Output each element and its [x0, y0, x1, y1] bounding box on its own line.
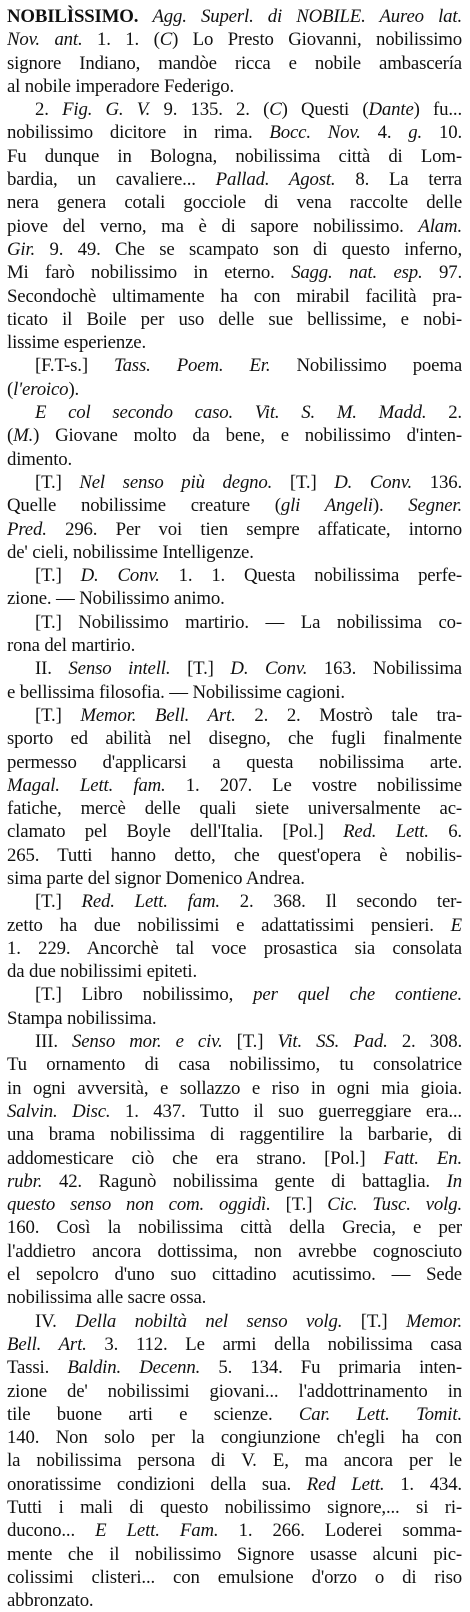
subsense-line: E col secondo caso. Vit. S. M. Madd. 2. [35, 402, 462, 424]
entry-line: da due nobilissimi epiteti. [7, 961, 197, 983]
entry-line: questo senso non com. oggidì. [T.] Cic. Tusc. volg. [7, 1194, 462, 1216]
entry-line: Fu dunque in Bologna, nobilissima città di Lom- [7, 145, 462, 167]
entry-line: e bellissima filosofia. — Nobilissime cagioni. [7, 681, 345, 703]
sense-ii-line: II. Senso intell. [T.] D. Conv. 163. Nobilissima [35, 658, 462, 680]
entry-line: fatiche, mercè delle quali siete universalmente ac- [7, 798, 462, 820]
entry-line: ducono... E Lett. Fam. 1. 266. Loderei somma- [7, 1520, 462, 1542]
entry-line: Bell. Art. 3. 112. Le armi della nobilissima casa [7, 1333, 462, 1355]
subsense-line: [T.] Nel senso più degno. [T.] D. Conv. 136. [35, 471, 462, 493]
entry-line: 160. Così la nobilissima città della Grecia, e per [7, 1217, 462, 1239]
entry-line: nera genera cotali gocciole di vena raccolte delle [7, 192, 462, 214]
entry-line: ticato il Boile per uso delle sue bellissime, e nobi- [7, 308, 462, 330]
sense-iv-line: IV. Della nobiltà nel senso volg. [T.] Memor. [35, 1310, 462, 1332]
entry-line: de' cieli, nobilissime Intelligenze. [7, 541, 254, 563]
subsense-line: [T.] Nobilissimo martirio. — La nobilissima co- [35, 611, 462, 633]
entry-line: in ogni avversità, e sollazzo e riso in ogni mia gioia. [7, 1077, 462, 1099]
entry-line: tile buone arti e scienze. Car. Lett. Tomit. [7, 1403, 462, 1425]
entry-line: zione. — Nobilissimo animo. [7, 588, 225, 610]
entry-line: zione de' nobilissimi giovani... l'addottrinamento in [7, 1380, 462, 1402]
entry-line: Tutti i mali di questo nobilissimo signore,... si ri- [7, 1497, 462, 1518]
entry-line: NOBILÌSSIMO. Agg. Superl. di NOBILE. Aureo lat. [7, 6, 462, 27]
entry-line: Tassi. Baldin. Decenn. 5. 134. Fu primaria inten- [7, 1357, 462, 1379]
entry-line: piove del verno, ma è di sapore nobilissimo. Alam. [7, 215, 462, 237]
entry-line: sporto ed abilità nel disegno, che fugli finalmente [7, 728, 462, 750]
entry-line: rubr. 42. Ragunò nobilissima gente di battaglia. In [7, 1170, 462, 1192]
subsense-line: [T.] Libro nobilissimo, per quel che contiene. [35, 984, 462, 1006]
subsense-line: [T.] Memor. Bell. Art. 2. 2. Mostrò tale tra- [35, 704, 462, 726]
entry-line: 265. Tutti hanno detto, che quest'opera è nobilis- [7, 844, 462, 866]
entry-line: rona del martirio. [7, 635, 136, 657]
entry-line: Quelle nobilissime creature (gli Angeli). Segner. [7, 495, 462, 517]
entry-line: nobilissima alle sacre ossa. [7, 1287, 207, 1309]
entry-line: una brama nobilissima di raggentilire la barbarie, di [7, 1124, 462, 1146]
entry-line: Secondochè ultimamente ha con mirabil facilità pra- [7, 285, 462, 307]
entry-line: Tu ornamento di casa nobilissimo, tu consolatrice [7, 1054, 462, 1076]
entry-line: la nobilissima persona di V. E, ma ancora per le [7, 1450, 462, 1472]
entry-line: Salvin. Disc. 1. 437. Tutto il suo guerreggiare era... [7, 1100, 462, 1122]
entry-line: abbronzato. [7, 1590, 94, 1612]
entry-line: lissime esperienze. [7, 332, 146, 354]
entry-line: permesso d'applicarsi a questa nobilissima arte. [7, 751, 462, 773]
entry-line: (l'eroico). [7, 378, 80, 400]
entry-line: onoratissime condizioni della sua. Red Lett. 1. 434. [7, 1473, 462, 1495]
sense-2-line: 2. Fig. G. V. 9. 135. 2. (C) Questi (Dante) fu... [35, 99, 462, 121]
subsense-line: [T.] D. Conv. 1. 1. Questa nobilissima perfe- [35, 565, 462, 587]
entry-line: addomesticare ciò che era strano. [Pol.] Fatt. En. [7, 1147, 462, 1169]
entry-line: clamato pel Boyle dell'Italia. [Pol.] Red. Lett. 6. [7, 821, 462, 843]
sense-iii-line: III. Senso mor. e civ. [T.] Vit. SS. Pad. 2. 308. [35, 1031, 462, 1053]
subsense-line: [F.T-s.] Tass. Poem. Er. Nobilissimo poema [35, 355, 462, 377]
entry-line: sima parte del signor Domenico Andrea. [7, 867, 305, 889]
entry-line: Gir. 9. 49. Che se scampato son di questo inferno, [7, 238, 462, 260]
entry-line: (M.) Giovane molto da bene, e nobilissimo d'inten- [7, 425, 462, 447]
entry-line: nobilissimo dicitore in rima. Bocc. Nov. 4. g. 10. [7, 122, 462, 144]
subsense-line: [T.] Red. Lett. fam. 2. 368. Il secondo ter- [35, 891, 462, 913]
entry-line: al nobile imperadore Federigo. [7, 75, 235, 97]
entry-line: bardia, un cavaliere... Pallad. Agost. 8. La terra [7, 169, 462, 191]
entry-line: Mi farò nobilissimo in eterno. Sagg. nat. esp. 97. [7, 262, 462, 284]
entry-line: el sepolcro d'uno suo cittadino acutissimo. — Sede [7, 1264, 462, 1286]
entry-line: signore Indiano, mandòe ricca e nobile ambascería [7, 52, 462, 74]
entry-line: 1. 229. Ancorchè tal voce prosastica sia consolata [7, 937, 462, 959]
entry-line: l'addietro ancora dottissima, non avrebbe cognosciuto [7, 1240, 462, 1262]
entry-line: dimento. [7, 448, 73, 470]
entry-line: Pred. 296. Per voi tien sempre affaticate, intorno [7, 518, 462, 540]
entry-line: zetto ha due nobilissimi e adattatissimi pensieri. E [7, 914, 462, 936]
entry-line: colissimi clisteri... con emulsione d'orzo o di riso [7, 1566, 462, 1588]
entry-line: mente che il nobilissimo Signore usasse alcuni pic- [7, 1543, 462, 1565]
entry-line: 140. Non solo per la congiunzione ch'egli ha con [7, 1427, 462, 1449]
entry-line: Nov. ant. 1. 1. (C) Lo Presto Giovanni, nobilissimo [7, 29, 462, 51]
headword: NOBILÌSSIMO. [7, 6, 139, 27]
entry-line: Stampa nobilissima. [7, 1007, 157, 1029]
entry-line: Magal. Lett. fam. 1. 207. Le vostre nobilissime [7, 774, 462, 796]
